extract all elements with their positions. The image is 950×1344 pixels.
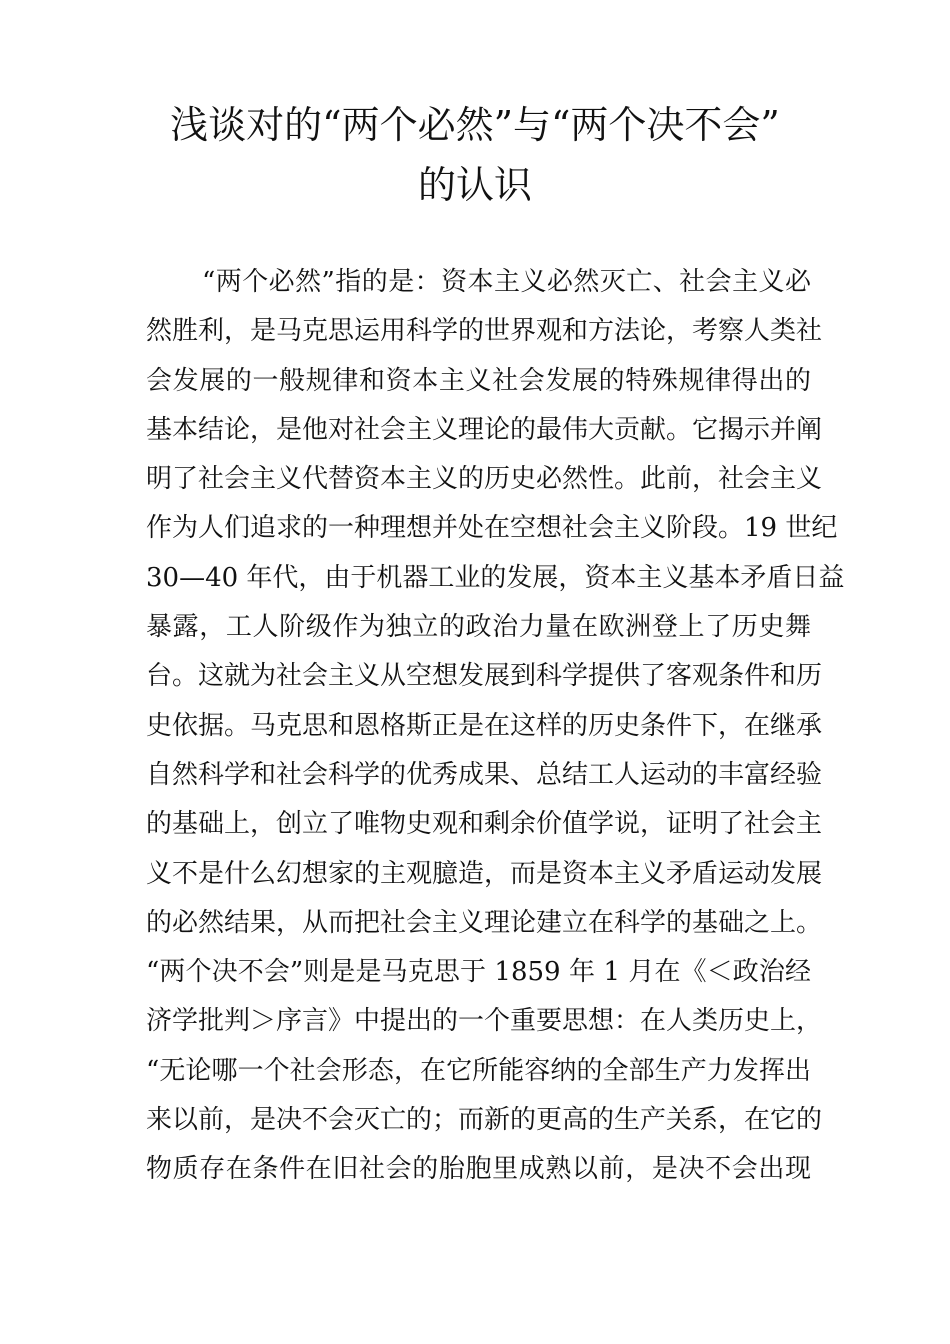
body-line: “无论哪一个社会形态，在它所能容纳的全部生产力发挥出 <box>146 1055 811 1086</box>
body-line: 30—40 年代，由于机器工业的发展，资本主义基本矛盾日益 <box>146 562 845 593</box>
body-line: “两个决不会”则是是马克思于 1859 年 1 月在《＜政治经 <box>146 957 811 988</box>
body-line: 作为人们追求的一种理想并处在空想社会主义阶段。19 世纪 <box>146 513 838 544</box>
document-title <box>120 95 830 215</box>
title-line-2: 的认识 <box>417 163 532 207</box>
body-line: 然胜利，是马克思运用科学的世界观和方法论，考察人类社 <box>146 316 823 347</box>
body-line: 暴露，工人阶级作为独立的政治力量在欧洲登上了历史舞 <box>146 612 811 643</box>
body-line: “两个必然”指的是：资本主义必然灭亡、社会主义必 <box>202 267 811 297</box>
body-line: 义不是什么幻想家的主观臆造，而是资本主义矛盾运动发展 <box>146 858 823 889</box>
body-line: 济学批判＞序言》中提出的一个重要思想：在人类历史上， <box>146 1006 823 1037</box>
body-line: 基本结论，是他对社会主义理论的最伟大贡献。它揭示并阐 <box>146 414 823 445</box>
body-line: 物质存在条件在旧社会的胎胞里成熟以前，是决不会出现 <box>146 1154 811 1185</box>
body-line: 自然科学和社会科学的优秀成果、总结工人运动的丰富经验 <box>146 759 823 790</box>
body-line: 的基础上，创立了唯物史观和剩余价值学说，证明了社会主 <box>146 809 823 840</box>
body-line: 来以前，是决不会灭亡的；而新的更高的生产关系，在它的 <box>146 1105 823 1136</box>
body-line: 会发展的一般规律和资本主义社会发展的特殊规律得出的 <box>146 365 811 396</box>
document-body <box>146 258 845 1195</box>
body-line: 的必然结果，从而把社会主义理论建立在科学的基础之上。 <box>146 907 823 938</box>
body-line: 台。这就为社会主义从空想发展到科学提供了客观条件和历 <box>146 661 823 692</box>
title-line-1: 浅谈对的“两个必然”与“两个决不会” <box>170 103 780 147</box>
body-line: 明了社会主义代替资本主义的历史必然性。此前，社会主义 <box>146 464 823 495</box>
body-line: 史依据。马克思和恩格斯正是在这样的历史条件下，在继承 <box>146 710 823 741</box>
